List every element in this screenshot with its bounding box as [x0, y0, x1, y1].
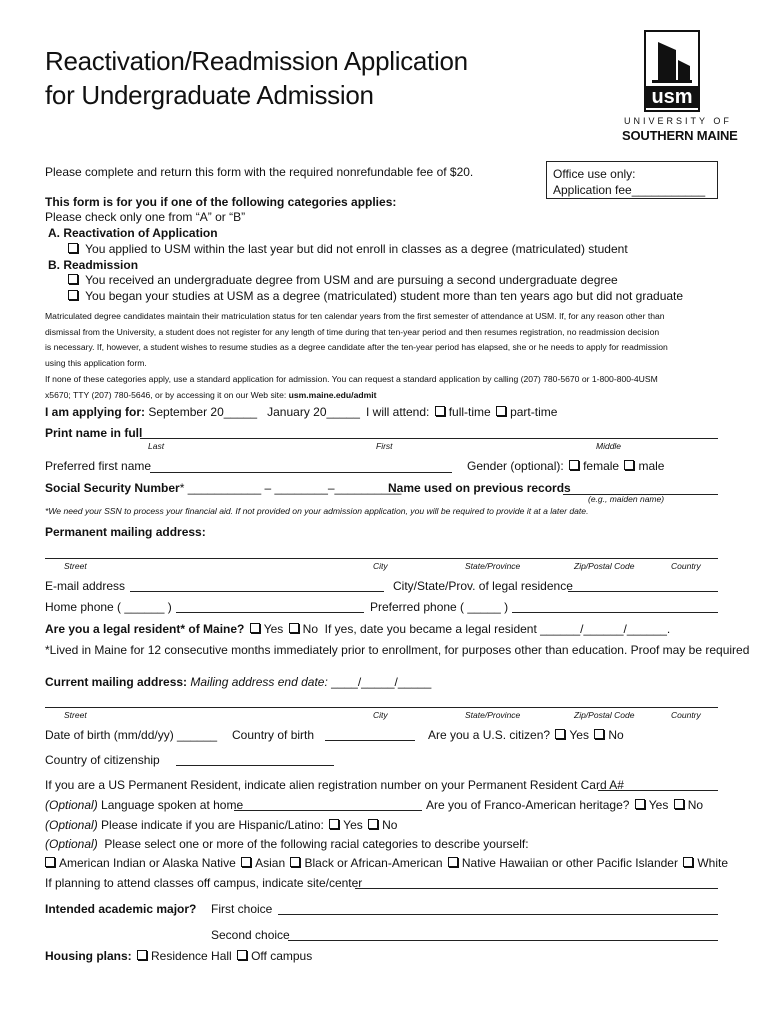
language-label: Language spoken at home [101, 798, 244, 812]
part-time-checkbox[interactable] [496, 406, 506, 416]
perm-street-sublabel: Street [64, 561, 87, 571]
gender-label: Gender (optional): [467, 459, 564, 473]
gender-row [467, 459, 664, 473]
race-native-hawaiian-checkbox[interactable] [448, 857, 458, 867]
standard-application-note [45, 372, 658, 403]
perm-zip-sublabel: Zip/Postal Code [574, 561, 635, 571]
hispanic-question: Please indicate if you are Hispanic/Latino: [101, 818, 324, 832]
maiden-name-hint: (e.g., maiden name) [588, 494, 665, 504]
off-campus-housing-label: Off campus [251, 949, 313, 963]
current-address-label: Current mailing address: [45, 675, 188, 689]
full-time-label: full-time [448, 405, 491, 419]
category-b-option-2[interactable] [66, 289, 683, 303]
cur-state-sublabel: State/Province [465, 710, 521, 720]
category-b-title: B. Readmission [48, 258, 139, 272]
perm-country-sublabel: Country [671, 561, 701, 571]
applying-row [45, 405, 360, 419]
franco-no-label: No [687, 798, 704, 812]
residency-no-checkbox[interactable] [289, 623, 299, 633]
categories-instruction: Please check only one from “A” or “B” [45, 210, 246, 224]
citizenship-input[interactable] [176, 765, 334, 766]
category-b1-checkbox[interactable] [68, 274, 78, 284]
ssn-note: *We need your SSN to process your financial aid. If not provided on your admission application, you will be required to provide it at a later date. [45, 506, 589, 516]
citizen-yes-checkbox[interactable] [555, 729, 565, 739]
permanent-address-label: Permanent mailing address: [45, 525, 206, 539]
preferred-phone-input[interactable] [512, 612, 718, 613]
january-field[interactable]: January 20_____ [267, 405, 360, 419]
citizenship-label: Country of citizenship [45, 753, 160, 767]
off-campus-input[interactable] [355, 888, 718, 889]
preferred-name-input[interactable] [150, 472, 452, 473]
off-campus-checkbox[interactable] [237, 950, 247, 960]
housing-row [45, 949, 312, 963]
usm-logo [622, 30, 738, 150]
first-choice-label: First choice [211, 902, 273, 916]
ssn-row [45, 481, 401, 495]
alien-registration-label: If you are a US Permanent Resident, indicate alien registration number on your Permanent Resident Card A# [45, 778, 624, 792]
residency-row [45, 622, 670, 636]
attendance-row [366, 405, 557, 419]
residence-hall-label: Residence Hall [151, 949, 232, 963]
lighthouse-icon [646, 36, 698, 86]
attend-label: I will attend: [366, 405, 430, 419]
hispanic-yes-label: Yes [343, 818, 363, 832]
current-address-input[interactable] [45, 707, 718, 708]
major-label: Intended academic major? [45, 902, 197, 916]
print-name-input[interactable] [140, 438, 718, 439]
cur-city-sublabel: City [373, 710, 388, 720]
race-black-label: Black or African-American [304, 856, 443, 870]
category-a-title: A. Reactivation of Application [48, 226, 218, 240]
country-of-birth-label: Country of birth [232, 728, 315, 742]
optional-label-language: (Optional) [45, 798, 98, 812]
language-row [45, 798, 243, 812]
racial-question: Please select one or more of the following racial categories to describe yourself: [104, 837, 529, 851]
first-choice-input[interactable] [278, 914, 718, 915]
legal-residence-label: City/State/Prov. of legal residence [393, 579, 573, 593]
language-input[interactable] [234, 810, 422, 811]
intro-text: Please complete and return this form with the required nonrefundable fee of $20. [45, 165, 474, 179]
second-choice-label: Second choice [211, 928, 290, 942]
perm-city-sublabel: City [373, 561, 388, 571]
categories-heading: This form is for you if one of the following categories applies: [45, 195, 397, 209]
preferred-name-label: Preferred first name [45, 459, 152, 473]
us-citizen-row [428, 728, 624, 742]
email-input[interactable] [130, 591, 384, 592]
housing-label: Housing plans: [45, 949, 132, 963]
title-line-1: Reactivation/Readmission Application [45, 46, 468, 76]
category-b-option-2-text: You began your studies at USM as a degree (matriculated) student more than ten years ago but did not graduate [85, 289, 684, 303]
race-white-checkbox[interactable] [683, 857, 693, 867]
category-b-option-1[interactable] [66, 273, 618, 287]
matriculation-note-line-2: dismissal from the University, a student does not register for any length of time during that ten-year period and then resumes registration, no readmission decision [45, 326, 660, 337]
male-label: male [638, 459, 665, 473]
email-label: E-mail address [45, 579, 126, 593]
category-a-checkbox[interactable] [68, 243, 78, 253]
citizen-yes-label: Yes [569, 728, 589, 742]
hispanic-row [45, 818, 397, 832]
first-name-sublabel: First [376, 441, 393, 451]
off-campus-label: If planning to attend classes off campus, indicate site/center [45, 876, 363, 890]
male-checkbox[interactable] [624, 460, 634, 470]
title-line-2: for Undergraduate Admission [45, 80, 374, 110]
logo-university-of: UNIVERSITY OF [624, 116, 732, 126]
hispanic-yes-checkbox[interactable] [329, 819, 339, 829]
race-asian-label: Asian [255, 856, 286, 870]
residency-date-field[interactable]: If yes, date you became a legal resident ______/______/______. [324, 622, 671, 636]
legal-residence-input[interactable] [568, 591, 718, 592]
current-address-row [45, 675, 431, 689]
franco-row [426, 798, 703, 812]
country-of-birth-input[interactable] [325, 740, 415, 741]
citizen-no-label: No [608, 728, 624, 742]
address-end-date-label: Mailing address end date: [190, 675, 328, 689]
franco-question: Are you of Franco-American heritage? [426, 798, 630, 812]
part-time-label: part-time [510, 405, 558, 419]
category-b-option-1-text: You received an undergraduate degree from USM and are pursuing a second undergraduate degree [85, 273, 618, 287]
standard-application-note-line-1: If none of these categories apply, use a standard application for admission. You can request a standard application by calling (207) 780-5670 or 1-800-800-4USM [45, 374, 658, 384]
office-use-label: Office use only: [553, 167, 636, 181]
franco-yes-checkbox[interactable] [635, 799, 645, 809]
ssn-input[interactable]: ___________ – ________–__________ [187, 481, 402, 495]
category-a-option-text: You applied to USM within the last year but did not enroll in classes as a degree (matriculated) student [85, 242, 628, 256]
matriculation-note [45, 309, 668, 371]
franco-no-checkbox[interactable] [674, 799, 684, 809]
home-phone-input[interactable] [176, 612, 364, 613]
us-citizen-question: Are you a U.S. citizen? [428, 728, 551, 742]
optional-label-hispanic: (Optional) [45, 818, 98, 832]
race-american-indian-label: American Indian or Alaska Native [59, 856, 236, 870]
ssn-label: Social Security Number [45, 481, 180, 495]
matriculation-note-line-1: Matriculated degree candidates maintain their matriculation status for ten calendar years from the first semester of attendance at USM. If, for any reason other than [45, 311, 665, 321]
hispanic-no-label: No [382, 818, 398, 832]
full-time-checkbox[interactable] [435, 406, 445, 416]
last-name-sublabel: Last [148, 441, 165, 451]
citizen-no-checkbox[interactable] [594, 729, 604, 739]
race-white-label: White [697, 856, 729, 870]
office-use-box [546, 161, 718, 199]
race-native-hawaiian-label: Native Hawaiian or other Pacific Islander [461, 856, 678, 870]
alien-registration-input[interactable] [598, 790, 718, 791]
residency-yes-label: Yes [263, 622, 284, 636]
residency-footnote: *Lived in Maine for 12 consecutive months immediately prior to enrollment, for purposes other than education. Proof may be required [45, 643, 750, 657]
logo-wordmark: usm [646, 86, 698, 108]
matriculation-note-line-3: is necessary. If, however, a student wishes to resume studies as a degree candidate after the ten-year period has elapsed, she or he needs to apply for readmission [45, 342, 668, 352]
dob-field[interactable]: Date of birth (mm/dd/yy) ______ [45, 728, 218, 742]
category-a-option[interactable] [66, 242, 628, 256]
home-phone-label: Home phone ( ______ ) [45, 600, 172, 614]
female-label: female [583, 459, 620, 473]
residency-no-label: No [302, 622, 318, 636]
residency-question: Are you a legal resident* of Maine? [45, 622, 245, 636]
preferred-phone-label: Preferred phone ( _____ ) [370, 600, 509, 614]
admit-website-link[interactable]: usm.maine.edu/admit [288, 389, 377, 400]
race-options [43, 856, 728, 870]
matriculation-note-line-4: using this application form. [45, 357, 147, 368]
previous-names-label: Name used on previous records [388, 481, 571, 495]
ssn-asterisk: * [179, 481, 185, 495]
cur-zip-sublabel: Zip/Postal Code [574, 710, 635, 720]
franco-yes-label: Yes [648, 798, 669, 812]
address-end-date-input[interactable]: ____/_____/_____ [331, 675, 432, 689]
logo-southern-maine: SOUTHERN MAINE [622, 128, 738, 143]
second-choice-input[interactable] [288, 940, 718, 941]
print-name-label: Print name in full [45, 426, 143, 440]
racial-row [45, 837, 529, 851]
optional-label-racial: (Optional) [45, 837, 98, 851]
page-title [45, 44, 468, 112]
logo-emblem [644, 30, 700, 112]
race-black-checkbox[interactable] [290, 857, 300, 867]
applying-for-label: I am applying for: [45, 405, 146, 419]
perm-state-sublabel: State/Province [465, 561, 521, 571]
september-field[interactable]: September 20_____ [148, 405, 258, 419]
category-b2-checkbox[interactable] [68, 290, 78, 300]
race-asian-checkbox[interactable] [241, 857, 251, 867]
standard-application-note-line-2: x5670; TTY (207) 780-5646, or by accessing it on our Web site: [45, 389, 289, 400]
hispanic-no-checkbox[interactable] [368, 819, 378, 829]
residence-hall-checkbox[interactable] [137, 950, 147, 960]
cur-country-sublabel: Country [671, 710, 701, 720]
application-fee-label: Application fee___________ [553, 183, 706, 197]
residency-yes-checkbox[interactable] [250, 623, 260, 633]
female-checkbox[interactable] [569, 460, 579, 470]
middle-name-sublabel: Middle [596, 441, 622, 451]
cur-street-sublabel: Street [64, 710, 87, 720]
race-american-indian-checkbox[interactable] [45, 857, 55, 867]
permanent-address-input[interactable] [45, 558, 718, 559]
